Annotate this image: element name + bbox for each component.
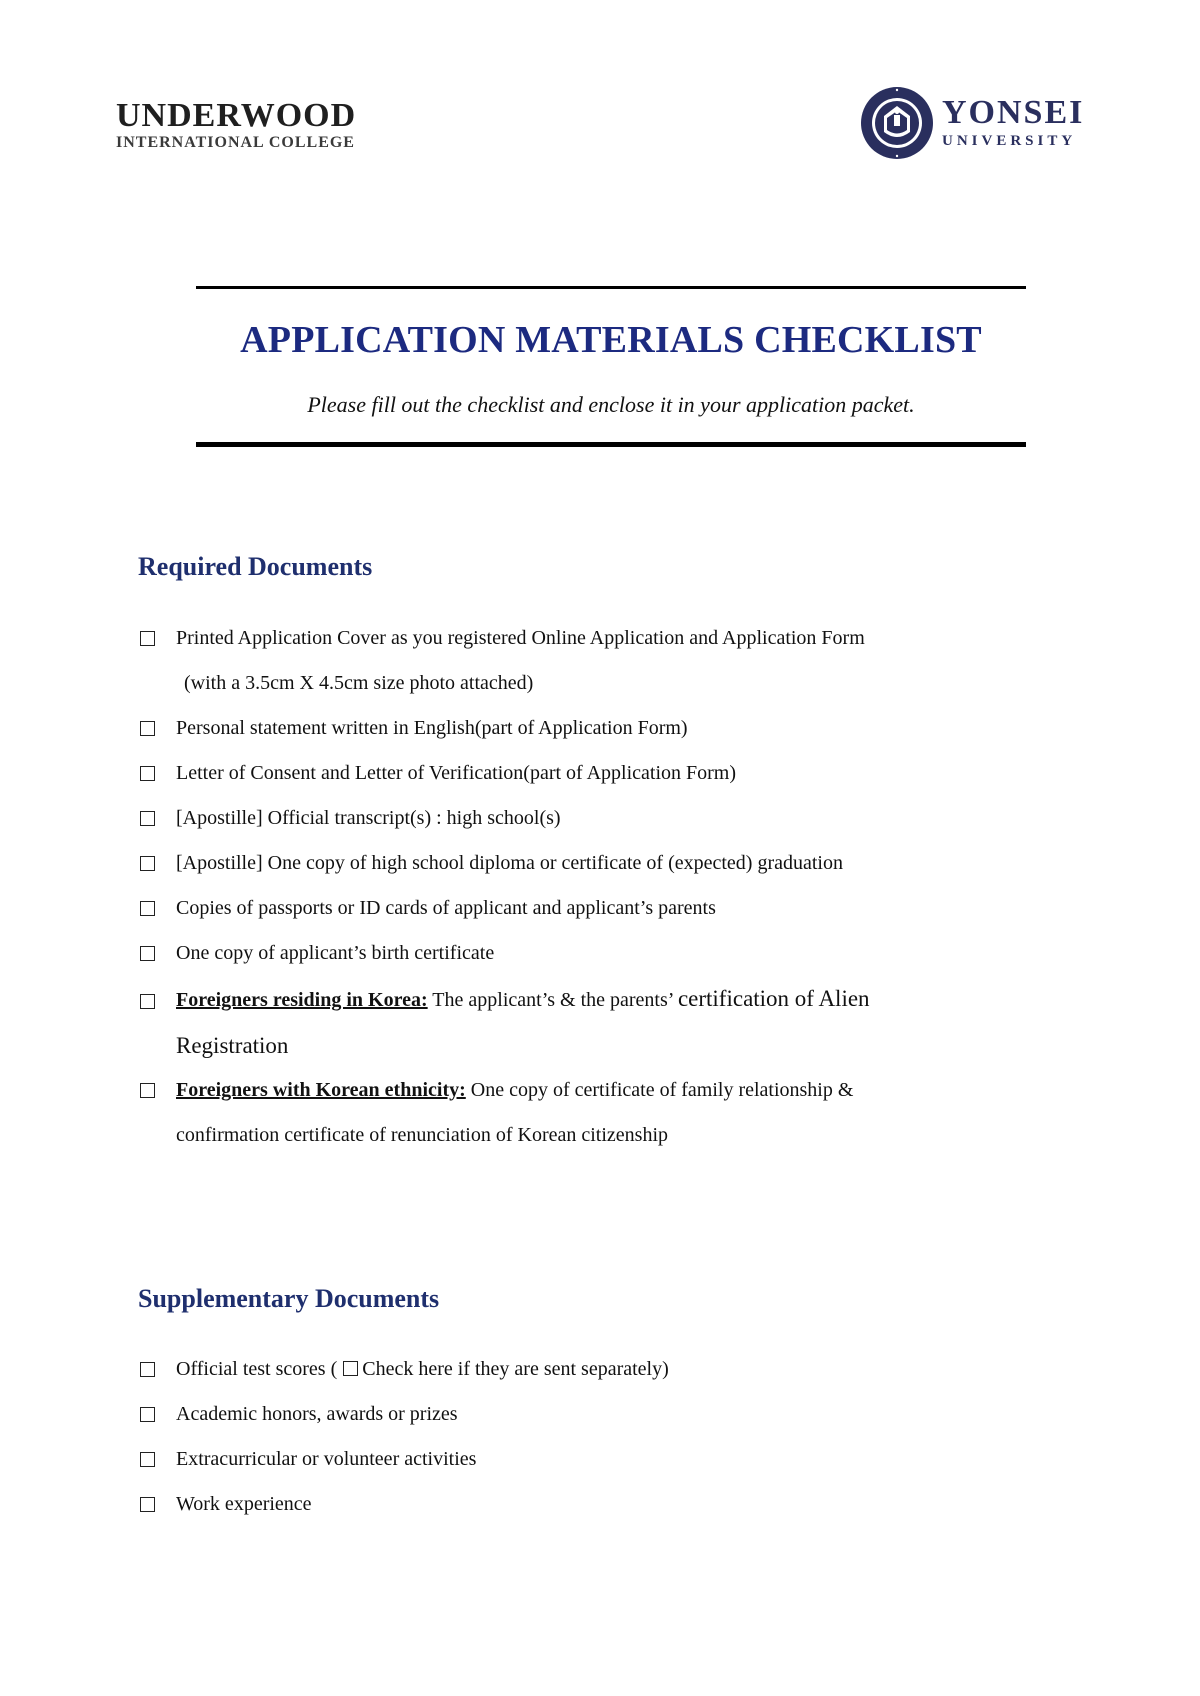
checkbox[interactable] [140,1083,155,1098]
item-text-large: certification of Alien [677,986,870,1011]
item-text: Personal statement written in English(part of Application Form) [176,717,688,739]
checkbox[interactable] [140,946,155,961]
checklist-item [138,796,1058,841]
required-documents-list [138,616,1058,1158]
item-text: Academic honors, awards or prizes [176,1403,458,1425]
checklist-item [138,1482,1058,1527]
yonsei-university-seal-icon [860,86,934,160]
checklist-item [138,1068,1058,1158]
checklist-item [138,1437,1058,1482]
yonsei-university-logo [860,86,1084,160]
checkbox[interactable] [140,1497,155,1512]
checklist-item [138,1347,1058,1392]
item-text: Official test scores ( [176,1358,338,1380]
checklist-item [138,976,1058,1068]
checklist-item [138,706,1058,751]
required-documents-heading: Required Documents [138,552,373,581]
page-title: APPLICATION MATERIALS CHECKLIST [240,319,982,361]
title-top-rule [196,286,1026,289]
checklist-item [138,616,1058,706]
supplementary-documents-heading: Supplementary Documents [138,1284,440,1313]
item-continuation: (with a 3.5cm X 4.5cm size photo attached) [184,672,534,694]
checkbox[interactable] [140,811,155,826]
checkbox[interactable] [140,994,155,1009]
item-text: Work experience [176,1493,312,1515]
logo-yonsei-text: YONSEI [942,94,1085,131]
item-text: Printed Application Cover as you registered Online Application and Application Form [176,627,865,649]
item-text: [Apostille] One copy of high school diploma or certificate of (expected) graduation [176,852,843,874]
checklist-item [138,886,1058,931]
title-bottom-rule [196,442,1026,447]
checkbox[interactable] [140,1362,155,1377]
item-text: Extracurricular or volunteer activities [176,1448,477,1470]
checkbox[interactable] [140,856,155,871]
logo-underwood-text: UNDERWOOD [116,97,357,134]
item-text: Letter of Consent and Letter of Verification(part of Application Form) [176,762,737,784]
item-text: One copy of applicant’s birth certificate [176,942,495,964]
item-text: Copies of passports or ID cards of applicant and applicant’s parents [176,897,716,919]
supplementary-documents-list [138,1347,1058,1527]
underwood-college-logo [116,97,357,152]
checkbox[interactable] [140,631,155,646]
checkbox[interactable] [140,1452,155,1467]
item-text: [Apostille] Official transcript(s) : high school(s) [176,807,561,829]
checkbox[interactable] [140,721,155,736]
checkbox[interactable] [140,766,155,781]
item-continuation: Registration [176,1033,289,1058]
page-subtitle: Please fill out the checklist and enclose it in your application packet. [307,392,915,417]
logo-university-text: UNIVERSITY [942,133,1077,149]
checklist-item [138,751,1058,796]
item-label: Foreigners with Korean ethnicity: [176,1079,466,1101]
sent-separately-checkbox[interactable] [343,1361,358,1376]
checkbox[interactable] [140,1407,155,1422]
checklist-item [138,841,1058,886]
item-text: The applicant’s & the parents’ [432,989,673,1011]
item-inline-checkbox-text: Check here if they are sent separately) [362,1358,669,1380]
item-text: One copy of certificate of family relationship & [470,1079,854,1101]
item-continuation: confirmation certificate of renunciation of Korean citizenship [176,1124,669,1146]
checklist-item [138,1392,1058,1437]
checkbox[interactable] [140,901,155,916]
checklist-item [138,931,1058,976]
item-label: Foreigners residing in Korea: [176,989,428,1011]
logo-international-college-text: INTERNATIONAL COLLEGE [116,134,355,151]
